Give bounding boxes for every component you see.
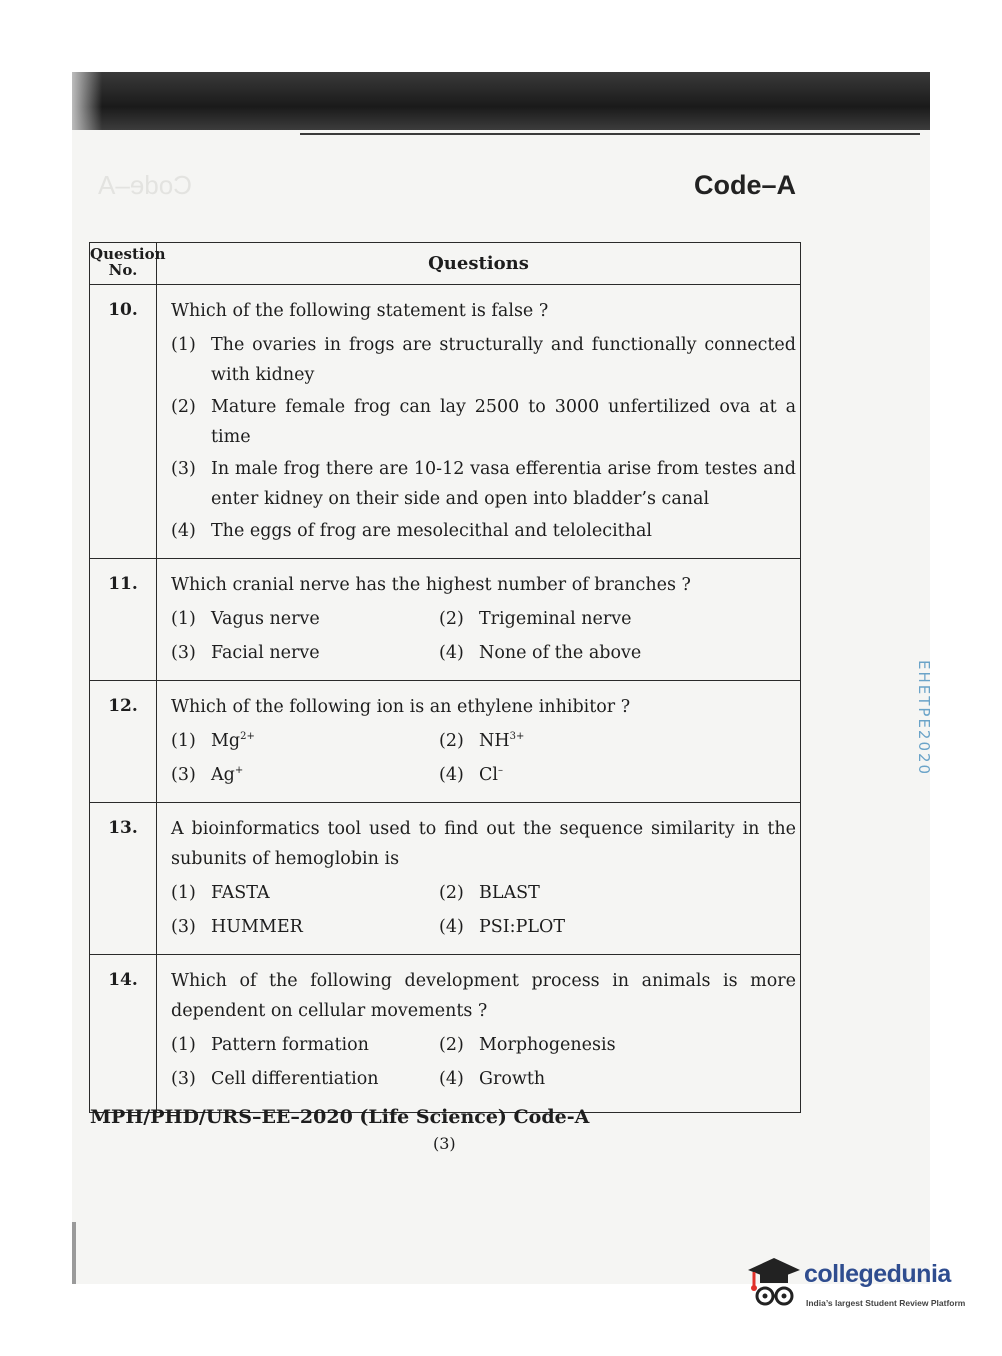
option-text: BLAST: [479, 883, 540, 903]
question-number: 11.: [90, 559, 157, 681]
question-table: [89, 242, 801, 1113]
footer-title: MPH/PHD/URS–EE–2020 (Life Science) Code-A: [90, 1106, 590, 1128]
ion-base: NH: [479, 731, 510, 751]
option-number: (2): [439, 883, 464, 903]
questions-header: Questions: [157, 243, 801, 285]
option-text: Morphogenesis: [479, 1035, 616, 1055]
question-stem: Which cranial nerve has the highest number of branches ?: [171, 575, 691, 595]
option-number: (3): [171, 917, 196, 937]
ion-charge: +: [234, 765, 244, 777]
option-text: PSI:PLOT: [479, 917, 565, 937]
option-number: (2): [439, 609, 464, 629]
option: [171, 604, 439, 634]
option: [439, 912, 796, 942]
question-cell: [157, 803, 801, 955]
option: [171, 1030, 439, 1060]
option-number: (2): [171, 397, 196, 417]
ion-base: Cl: [479, 765, 498, 785]
option-text: Growth: [479, 1069, 546, 1089]
option: [171, 878, 439, 908]
question-cell: [157, 681, 801, 803]
option: [171, 1064, 439, 1094]
option-ion: [479, 760, 503, 790]
option-number: (1): [171, 335, 196, 355]
option-grid: [171, 1030, 796, 1094]
option-number: (1): [171, 731, 196, 751]
question-cell: [157, 955, 801, 1113]
question-cell: [157, 559, 801, 681]
option-text: Facial nerve: [211, 643, 320, 663]
ion-charge: 2+: [240, 731, 255, 743]
logo-wordmark: collegedunia: [804, 1260, 951, 1288]
question-stem: A bioinformatics tool used to find out the sequence similarity in the subunits of hemoglobin is: [171, 819, 796, 869]
option-grid: [171, 878, 796, 942]
option: [439, 1064, 796, 1094]
question-cell: [157, 285, 801, 559]
question-number: 10.: [90, 285, 157, 559]
option-number: (4): [439, 917, 464, 937]
option-text: Pattern formation: [211, 1035, 369, 1055]
option-number: (3): [171, 459, 196, 479]
handwritten-annotation: EHETPE2020: [915, 660, 933, 777]
option-text: The ovaries in frogs are structurally and functionally connected with kidney: [211, 335, 796, 385]
top-rule: [300, 133, 920, 135]
table-row: [90, 955, 801, 1113]
ion-base: Mg: [211, 731, 241, 751]
question-number: 12.: [90, 681, 157, 803]
ion-charge: –: [498, 765, 503, 777]
question-no-header-line1: Question: [90, 245, 166, 263]
scan-shadow-bar: [72, 72, 930, 130]
ion-base: Ag: [211, 765, 235, 785]
option-number: (4): [439, 765, 464, 785]
option-text: Mature female frog can lay 2500 to 3000 unfertilized ova at a time: [211, 397, 796, 447]
table-row: [90, 285, 801, 559]
option-text: Vagus nerve: [211, 609, 320, 629]
option-number: (4): [439, 1069, 464, 1089]
option-number: (4): [171, 521, 196, 541]
option: [439, 726, 796, 756]
option-grid: [171, 604, 796, 668]
table-row: [90, 803, 801, 955]
option: [171, 454, 796, 514]
option: [439, 604, 796, 634]
logo-tagline: India’s largest Student Review Platform: [806, 1298, 966, 1308]
option-number: (2): [439, 1035, 464, 1055]
option-number: (3): [171, 765, 196, 785]
option-number: (3): [171, 643, 196, 663]
question-number: 14.: [90, 955, 157, 1113]
option: [439, 1030, 796, 1060]
question-number: 13.: [90, 803, 157, 955]
question-stem: Which of the following statement is false ?: [171, 301, 549, 321]
option: [171, 638, 439, 668]
bleed-through-code: Code–A: [98, 170, 192, 200]
option-ion: [211, 726, 255, 756]
option-text: HUMMER: [211, 917, 303, 937]
option-number: (1): [171, 1035, 196, 1055]
option: [439, 638, 796, 668]
mascot-icon: [746, 1252, 802, 1312]
table-row: [90, 681, 801, 803]
table-row: [90, 559, 801, 681]
question-no-header-line2: No.: [108, 261, 138, 279]
page-number: (3): [433, 1134, 456, 1153]
option-number: (1): [171, 883, 196, 903]
option-text: Cell differentiation: [211, 1069, 379, 1089]
option: [171, 392, 796, 452]
paper-code: Code–A: [693, 170, 796, 200]
option-ion: [479, 726, 524, 756]
option-text: None of the above: [479, 643, 642, 663]
option-number: (2): [439, 731, 464, 751]
question-stem: Which of the following ion is an ethylene inhibitor ?: [171, 697, 631, 717]
option: [171, 726, 439, 756]
table-header-row: [90, 243, 801, 285]
option-number: (1): [171, 609, 196, 629]
option-grid: [171, 726, 796, 790]
ion-charge: 3+: [509, 731, 525, 743]
option: [171, 912, 439, 942]
option-text: Trigeminal nerve: [479, 609, 632, 629]
option-number: (4): [439, 643, 464, 663]
page-edge: [72, 1222, 76, 1284]
option: [171, 760, 439, 790]
option-ion: [211, 760, 243, 790]
question-no-header: [90, 243, 166, 285]
option: [171, 330, 796, 390]
collegedunia-logo[interactable]: [746, 1252, 976, 1322]
option: [439, 760, 796, 790]
option-number: (3): [171, 1069, 196, 1089]
option-text: The eggs of frog are mesolecithal and telolecithal: [211, 521, 652, 541]
option: [171, 516, 796, 546]
option: [439, 878, 796, 908]
option-text: In male frog there are 10-12 vasa efferentia arise from testes and enter kidney on their side and open into bladder’s canal: [211, 459, 796, 509]
option-text: FASTA: [211, 883, 270, 903]
question-stem: Which of the following development process in animals is more dependent on cellular movements ?: [171, 971, 796, 1021]
